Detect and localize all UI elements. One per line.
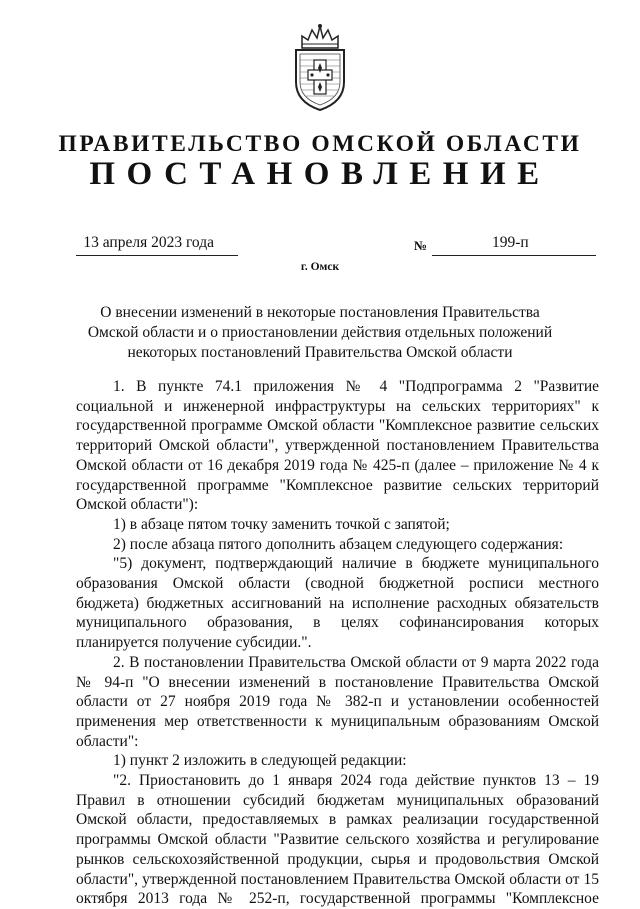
subject-line: О внесении изменений в некоторые постановления Правительства [100, 304, 540, 321]
document-number: 199-п [432, 234, 596, 256]
body-paragraph: "2. Приостановить до 1 января 2024 года действие пунктов 13 – 19 Правил в отношении субсидий бюджетам муниципальных образований Омской области, предоставляемых в рамках реализации государственной программы Омской области "Развитие сельского хозяйства и регулирование рынков сельскохозяйственной продукции, сырья и продовольствия Омской области", утвержденной постановлением Правительства Омской области от 15 октября 2013 года № 252-п, государственной программы "Комплексное [76, 772, 599, 908]
body-paragraph: 1) пункт 2 изложить в следующей редакции: [113, 752, 407, 770]
organization-title: ПРАВИТЕЛЬСТВО ОМСКОЙ ОБЛАСТИ [58, 131, 582, 157]
document-subject [60, 303, 580, 363]
document-type-title: ПОСТАНОВЛЕНИЕ [89, 156, 551, 192]
body-paragraph: 1. В пункте 74.1 приложения № 4 "Подпрограмма 2 "Развитие социальной и инженерной инфраструктуры на сельских территориях" к государственной программе Омской области "Комплексное развитие сельских территорий Омской области", утвержденной постановлением Правительства Омской области от 16 декабря 2019 года № 425-п (далее – приложение № 4 к государственной программе "Комплексное развитие сельских территорий Омской области"): [76, 378, 599, 514]
subject-line: некоторых постановлений Правительства Омской области [127, 344, 513, 361]
body-paragraph: "5) документ, подтверждающий наличие в бюджете муниципального образования Омской области (сводной бюджетной росписи местного бюджета) бюджетных ассигнований на исполнение расходных обязательств муниципального образования, в целях софинансирования которых планируется получение субсидии.". [76, 555, 599, 652]
document-city: г. Омск [300, 261, 340, 273]
subject-line: Омской области и о приостановлении действия отдельных положений [87, 324, 553, 341]
body-paragraph: 1) в абзаце пятом точку заменить точкой с запятой; [113, 515, 450, 533]
body-paragraph: 2. В постановлении Правительства Омской области от 9 марта 2022 года № 94-п "О внесении изменений в постановление Правительства Омской области от 27 ноября 2019 года № 382-п и установлении особенностей применения мер ответственности к муниципальным образованиям Омской области": [76, 653, 599, 750]
document-date: 13 апреля 2023 года [76, 234, 238, 256]
body-paragraph: 2) после абзаца пятого дополнить абзацем следующего содержания: [113, 535, 564, 553]
document-body [76, 377, 599, 909]
omsk-region-coat-of-arms-icon [288, 22, 352, 112]
number-label: № [414, 238, 428, 253]
